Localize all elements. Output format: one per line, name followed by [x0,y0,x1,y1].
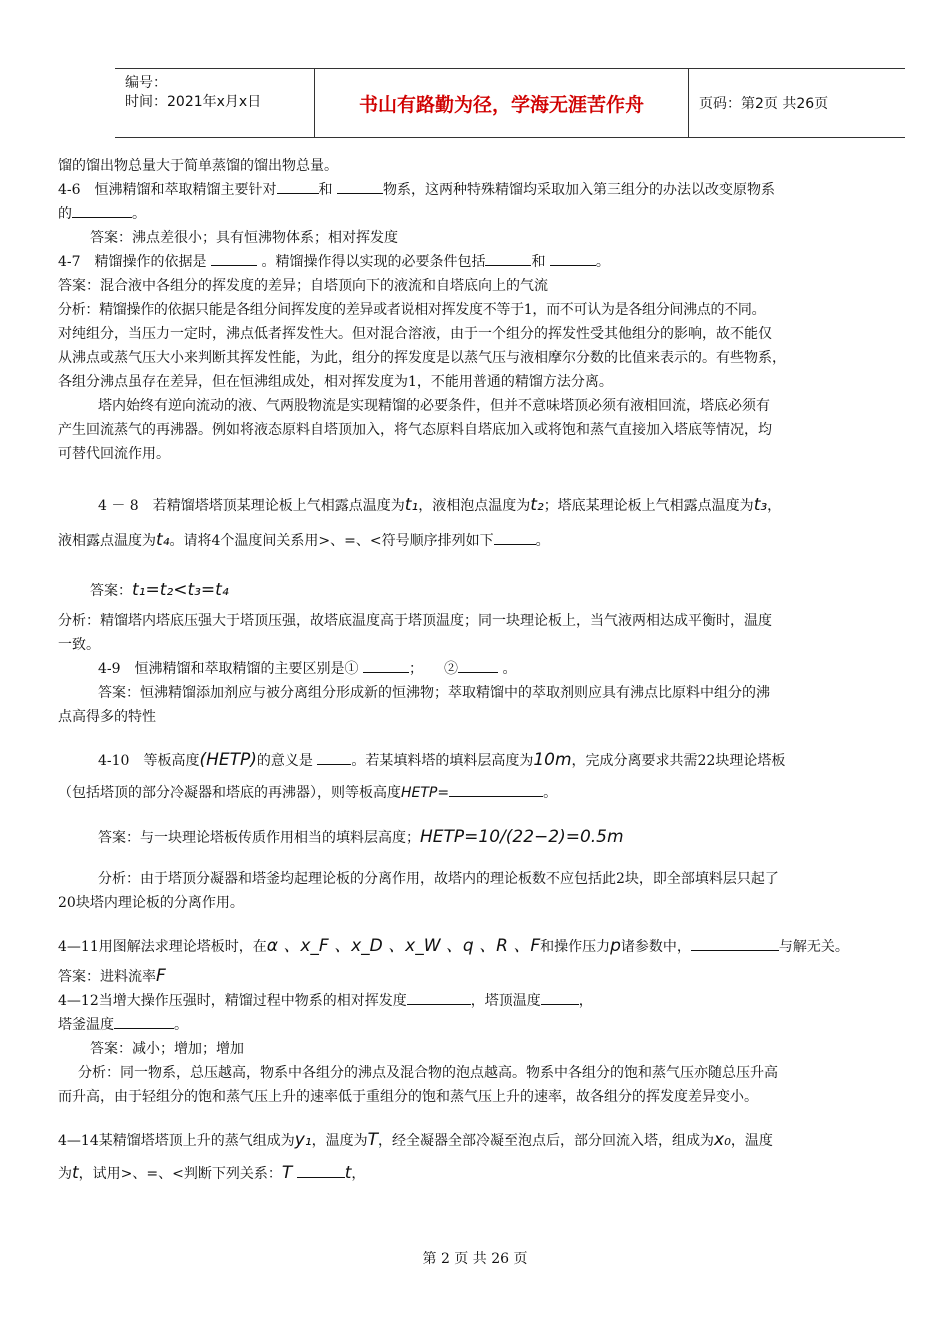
answer-4-10: 答案：与一块理论塔板传质作用相当的填料层高度；HETP=10/(22−2)=0.5m [98,827,624,847]
text-line: 馏的馏出物总量大于简单蒸馏的馏出物总量。 [58,158,338,174]
answer-4-7: 答案：混合液中各组分的挥发度的差异；自塔顶向下的液流和自塔底向上的气流 [58,278,548,294]
answer-4-6: 答案：沸点差很小；具有恒沸物体系；相对挥发度 [90,230,398,246]
analysis-line: 从沸点或蒸气压大小来判断其挥发性能，为此，组分的挥发度是以蒸气压与液相摩尔分数的比值来表示的。有些物系， [58,350,786,366]
answer-4-8: 答案：t₁=t₂<t₃=t₄ [90,580,229,600]
serial-label: 编号： [125,75,167,91]
header-page-label: 页码：第2页 共26页 [699,96,829,112]
analysis-line: 可替代回流作用。 [58,446,170,462]
header-motto: 书山有路勤为径，学海无涯苦作舟 [315,69,689,137]
question-4-12: 4—12当增大操作压强时，精馏过程中物系的相对挥发度 ，塔顶温度 ， [58,989,930,1013]
analysis-line: 分析：精馏塔内塔底压强大于塔顶压强，故塔底温度高于塔顶温度；同一块理论板上，当气液两相达成平衡时，温度 [58,613,772,629]
answer-4-12: 答案：减小；增加；增加 [90,1041,244,1057]
question-4-12-cont: 塔釜温度 。 [58,1013,930,1037]
question-4-10: 4-10 等板高度(HETP)的意义是 。若某填料塔的填料层高度为10m，完成分离要求共需22块理论塔板 [98,750,786,770]
question-4-8-cont: 液相露点温度为t₄。请将4个温度间关系用>、=、<符号顺序排列如下 。 [58,530,550,550]
answer-4-9: 答案：恒沸精馏添加剂应与被分离组分形成新的恒沸物；萃取精馏中的萃取剂则应具有沸点比原料中组分的沸 [98,685,770,701]
analysis-line: 分析：由于塔顶分凝器和塔釜均起理论板的分离作用，故塔内的理论板数不应包括此2块，即全部填料层只起了 [98,871,779,887]
analysis-line: 而升高，由于轻组分的饱和蒸气压上升的速率低于重组分的饱和蒸气压上升的速率，故各组分的挥发度差异变小。 [58,1089,758,1105]
analysis-line: 20块塔内理论板的分离作用。 [58,895,244,911]
analysis-line: 对纯组分，当压力一定时，沸点低者挥发性大。但对混合溶液，由于一个组分的挥发性受其他组分的影响，故不能仅 [58,326,772,342]
question-4-8: 4 － 8 若精馏塔塔顶某理论板上气相露点温度为t₁，液相泡点温度为t₂；塔底某理论板上气相露点温度为t₃， [98,495,782,515]
header-meta [115,69,315,137]
question-4-6: 4-6 恒沸精馏和萃取精馏主要针对 和 物系，这两种特殊精馏均采取加入第三组分的办法以改变原物系 [58,178,930,202]
date-label: 时间：2021年x月x日 [125,94,262,110]
analysis-line: 产生回流蒸气的再沸器。例如将液态原料自塔顶加入，将气态原料自塔底加入或将饱和蒸气直接加入塔底等情况，均 [58,422,772,438]
analysis-line: 一致。 [58,637,100,653]
document-body [58,154,930,1189]
analysis-line: 塔内始终有逆向流动的液、气两股物流是实现精馏的必要条件，但并不意味塔顶必须有液相回流，塔底必须有 [98,398,770,414]
question-4-10-cont: （包括塔顶的部分冷凝器和塔底的再沸器），则等板高度HETP= 。 [58,778,930,808]
analysis-line: 各组分沸点虽存在差异，但在恒沸组成处，相对挥发度为1，不能用普通的精馏方法分离。 [58,374,613,390]
answer-4-9-cont: 点高得多的特性 [58,709,156,725]
page-footer: 第 2 页 共 26 页 [422,1251,528,1267]
question-4-9: 4-9 恒沸精馏和萃取精馏的主要区别是① ； ② 。 [58,657,930,681]
question-4-6-cont: 的 。 [58,202,930,226]
analysis-line: 分析：同一物系，总压越高，物系中各组分的沸点及混合物的泡点越高。物系中各组分的饱和蒸气压亦随总压升高 [78,1065,778,1081]
analysis-line: 分析：精馏操作的依据只能是各组分间挥发度的差异或者说相对挥发度不等于1，而不可认为是各组分间沸点的不同。 [58,302,766,318]
question-4-14: 4—14某精馏塔塔顶上升的蒸气组成为y₁，温度为T，经全凝器全部冷凝至泡点后，部分回流入塔，组成为x₀，温度 [58,1130,773,1150]
answer-4-11: 答案：进料流率F [58,966,166,986]
question-4-7: 4-7 精馏操作的依据是 。精馏操作得以实现的必要条件包括 和 。 [58,250,930,274]
page-header [115,68,905,138]
question-4-14-cont: 为t，试用>、=、<判断下列关系：T t， [58,1163,366,1183]
question-4-11: 4—11用图解法求理论塔板时，在α 、x_F 、x_D 、x_W 、q 、R 、F和操作压力p诸参数中， 与解无关。 [58,936,849,956]
